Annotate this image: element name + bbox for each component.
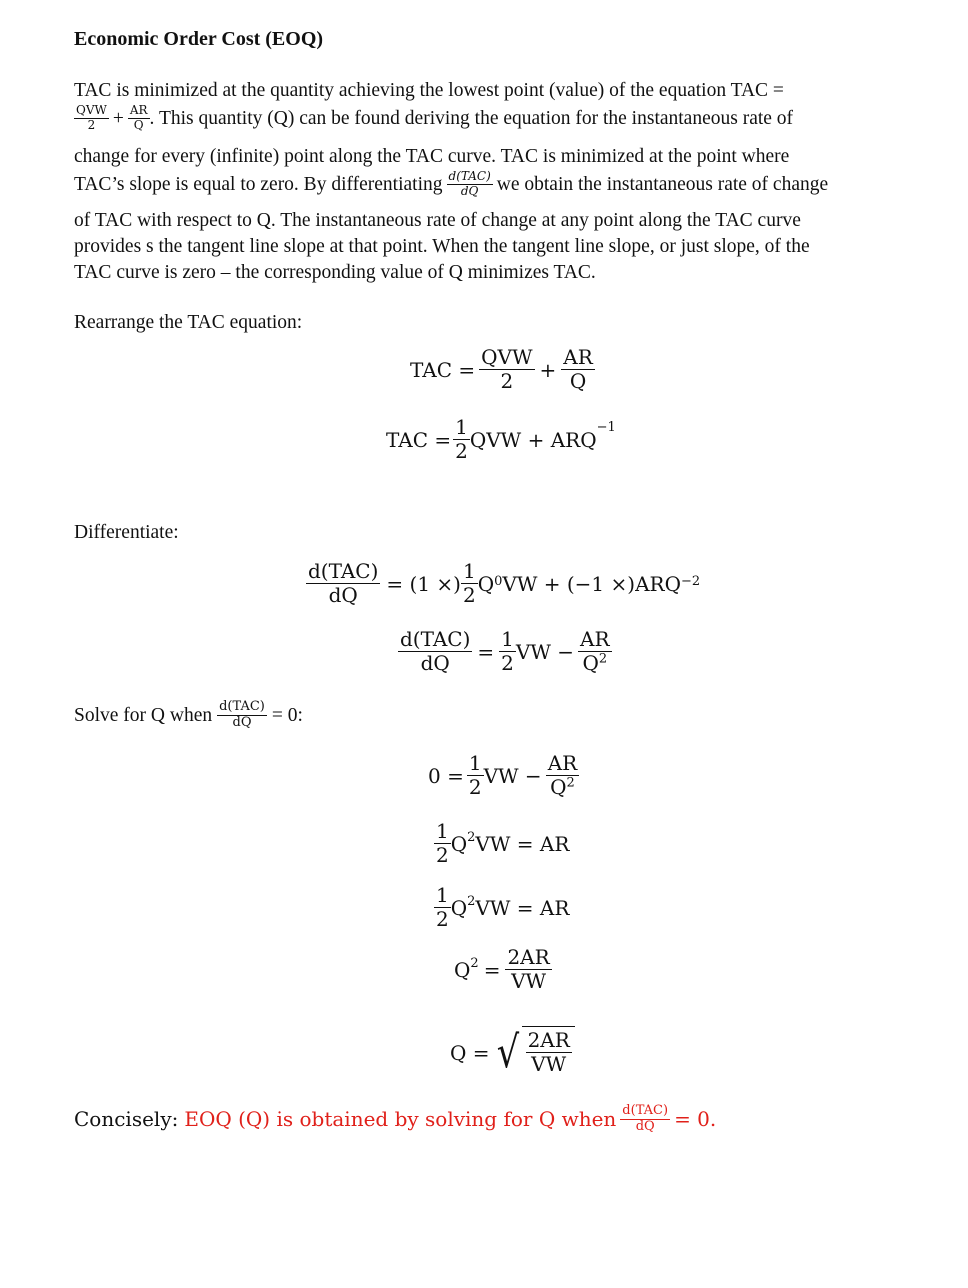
page-title: Economic Order Cost (EOQ): [74, 28, 324, 50]
equation-tac-2: TAC = $\frac{1}{2}$ QVW + ARQ $^{-1}$: [386, 415, 616, 463]
equation-solve-3: $\frac{1}{2}$ Q $^2$ VW = AR: [436, 883, 570, 931]
equation-solve-4: Q $^2$ = $\frac{2AR}{VW}$: [454, 945, 550, 993]
equation-solve-1: 0 = $\frac{1}{2}$ VW − $\frac{AR}{Q^2}$: [428, 751, 578, 799]
equation-derivative-2: $\frac{\text{d(TAC)}}{dQ}$ = $\frac{1}{2}$ VW − $\frac{AR}{Q^2}$: [400, 627, 610, 675]
solve-label: Solve for Q when $\frac{\text{d(TAC)}}{dQ}$ = 0:: [74, 699, 303, 730]
intro-fraction-ar: $\frac{AR}{Q}$: [129, 103, 148, 132]
square-root: [494, 1026, 575, 1080]
eq8-fraction: $\frac{2AR}{VW}$: [507, 945, 550, 993]
equation-solve-2: $\frac{1}{2}$ Q $^2$ VW = AR: [436, 819, 570, 867]
eq2-fraction-half: $\frac{1}{2}$: [455, 415, 468, 463]
eq1-fraction-ar: $\frac{AR}{Q}$: [563, 345, 593, 393]
eq7-fraction-half: $\frac{1}{2}$: [436, 883, 449, 931]
intro-line-3: change for every (infinite) point along the TAC curve. TAC is minimized at the point where: [74, 146, 790, 167]
eq4-fraction-half: $\frac{1}{2}$: [501, 627, 514, 675]
eq1-fraction-qvw: $\frac{\text{QVW}}{2}$: [481, 345, 533, 393]
eq4-fraction-ar: $\frac{AR}{Q^2}$: [580, 627, 610, 675]
eq3-derivative: $\frac{\text{d(TAC)}}{dQ}$: [308, 559, 379, 607]
intro-line-2-text: . This quantity (Q) can be found deriving the equation for the instantaneous rate of: [149, 107, 794, 129]
radical-sign: √: [496, 1027, 519, 1078]
intro-fraction-qvw: $\frac{\text{QVW}}{2}$: [76, 103, 107, 132]
eq5-fraction-ar: $\frac{AR}{Q^2}$: [547, 751, 578, 799]
eq4-derivative: $\frac{\text{d(TAC)}}{dQ}$: [400, 627, 471, 675]
conclusion: Concisely: EOQ (Q) is obtained by solving for Q when $\frac{\text{d(TAC)}}{dQ}$ = 0.: [74, 1103, 717, 1134]
equation-derivative-1: $\frac{\text{d(TAC)}}{dQ}$ = (1 ×) $\frac{1}{2}$ Q 0 VW + (−1 ×)ARQ −2: [308, 559, 701, 607]
intro-line-5: of TAC with respect to Q. The instantaneous rate of change at any point along the TAC curve: [74, 210, 801, 231]
intro-derivative: $\frac{\text{d(TAC)}}{dQ}$: [448, 169, 491, 198]
eq5-fraction-half: $\frac{1}{2}$: [468, 751, 482, 799]
rearrange-label: Rearrange the TAC equation:: [74, 312, 303, 333]
eq3-fraction-half: $\frac{1}{2}$: [462, 559, 476, 607]
eq6-fraction-half: $\frac{1}{2}$: [436, 819, 449, 867]
intro-line-2: [74, 104, 934, 133]
intro-line-4: TAC’s slope is equal to zero. By differentiating $\frac{\text{d(TAC)}}{dQ}$ we obtain the instantaneous rate of change: [74, 169, 829, 198]
equation-solve-eoq: Q = √ $\frac{2AR}{VW}$: [450, 1026, 575, 1080]
eq9-fraction: $\frac{2AR}{VW}$: [527, 1028, 570, 1076]
conclusion-highlight: EOQ (Q) is obtained by solving for Q when: [184, 1107, 617, 1132]
intro-line-1: TAC is minimized at the quantity achieving the lowest point (value) of the equation TAC =: [74, 80, 784, 101]
equation-tac-1: TAC = $\frac{\text{QVW}}{2}$ + $\frac{AR}{Q}$: [410, 345, 593, 393]
differentiate-label: Differentiate:: [74, 522, 179, 543]
intro-line-7: TAC curve is zero – the corresponding value of Q minimizes TAC.: [74, 262, 596, 283]
intro-line-6: provides s the tangent line slope at that point. When the tangent line slope, or just slope, of the: [74, 236, 810, 257]
conclusion-derivative: $\frac{\text{d(TAC)}}{dQ}$: [622, 1103, 669, 1134]
solve-derivative: $\frac{\text{d(TAC)}}{dQ}$: [219, 699, 265, 730]
intro-plus: +: [112, 107, 124, 129]
